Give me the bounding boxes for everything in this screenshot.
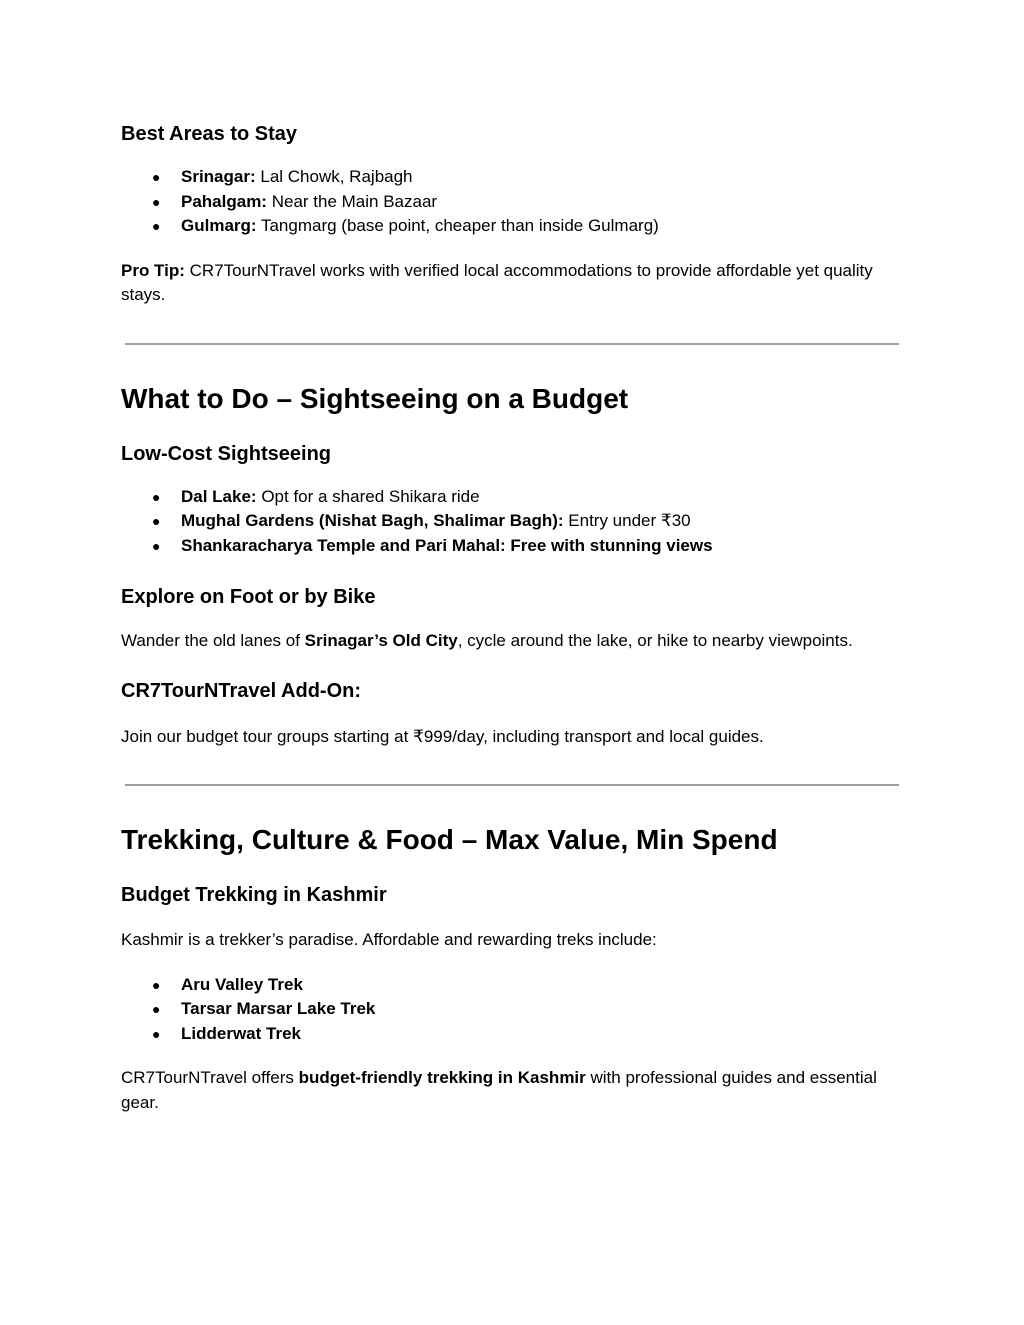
list-item: ● Lidderwat Trek	[121, 1022, 901, 1047]
list-item: ● Mughal Gardens (Nishat Bagh, Shalimar Bagh): Entry under ₹30	[121, 509, 901, 534]
section-divider	[125, 343, 899, 345]
explore-heading: Explore on Foot or by Bike	[121, 586, 376, 608]
list-item: ● Srinagar: Lal Chowk, Rajbagh	[121, 165, 901, 190]
pro-tip-paragraph: Pro Tip: CR7TourNTravel works with verified local accommodations to provide affordable yet quality stays.	[121, 260, 873, 304]
bullet-icon: ●	[152, 169, 161, 185]
sightseeing-title: What to Do – Sightseeing on a Budget	[121, 382, 629, 414]
explore-paragraph: Wander the old lanes of Srinagar’s Old City, cycle around the lake, or hike to nearby viewpoints.	[121, 631, 853, 650]
list-item: ● Pahalgam: Near the Main Bazaar	[121, 190, 901, 215]
trekking-title: Trekking, Culture & Food – Max Value, Min Spend	[121, 824, 778, 855]
bullet-icon: ●	[152, 218, 161, 234]
document-content	[121, 120, 901, 1115]
best-areas-heading: Best Areas to Stay	[121, 123, 297, 145]
bullet-icon: ●	[152, 1025, 161, 1042]
treks-list	[121, 973, 901, 1047]
list-item: ● Shankaracharya Temple and Pari Mahal: Free with stunning views	[121, 534, 901, 559]
addon-heading: CR7TourNTravel Add-On:	[121, 679, 362, 702]
sightseeing-list	[121, 485, 901, 559]
list-item: ● Dal Lake: Opt for a shared Shikara ride	[121, 485, 901, 510]
list-item: ● Aru Valley Trek	[121, 973, 901, 998]
trekking-intro: Kashmir is a trekker’s paradise. Affordable and rewarding treks include:	[121, 930, 657, 949]
bullet-icon: ●	[152, 976, 161, 993]
addon-paragraph: Join our budget tour groups starting at ₹999/day, including transport and local guides.	[121, 726, 764, 746]
section-divider	[125, 784, 899, 786]
list-item: ● Gulmarg: Tangmarg (base point, cheaper than inside Gulmarg)	[121, 214, 901, 239]
bullet-icon: ●	[152, 1001, 161, 1017]
bullet-icon: ●	[152, 513, 161, 529]
budget-trekking-heading: Budget Trekking in Kashmir	[121, 884, 387, 906]
low-cost-sightseeing-heading: Low-Cost Sightseeing	[121, 442, 331, 465]
best-areas-list	[121, 165, 901, 239]
bullet-icon: ●	[152, 193, 161, 210]
list-item: ● Tarsar Marsar Lake Trek	[121, 997, 901, 1022]
bullet-icon: ●	[152, 488, 161, 505]
trekking-closing: CR7TourNTravel offers budget-friendly trekking in Kashmir with professional guides and essential gear.	[121, 1068, 877, 1112]
bullet-icon: ●	[152, 537, 161, 554]
